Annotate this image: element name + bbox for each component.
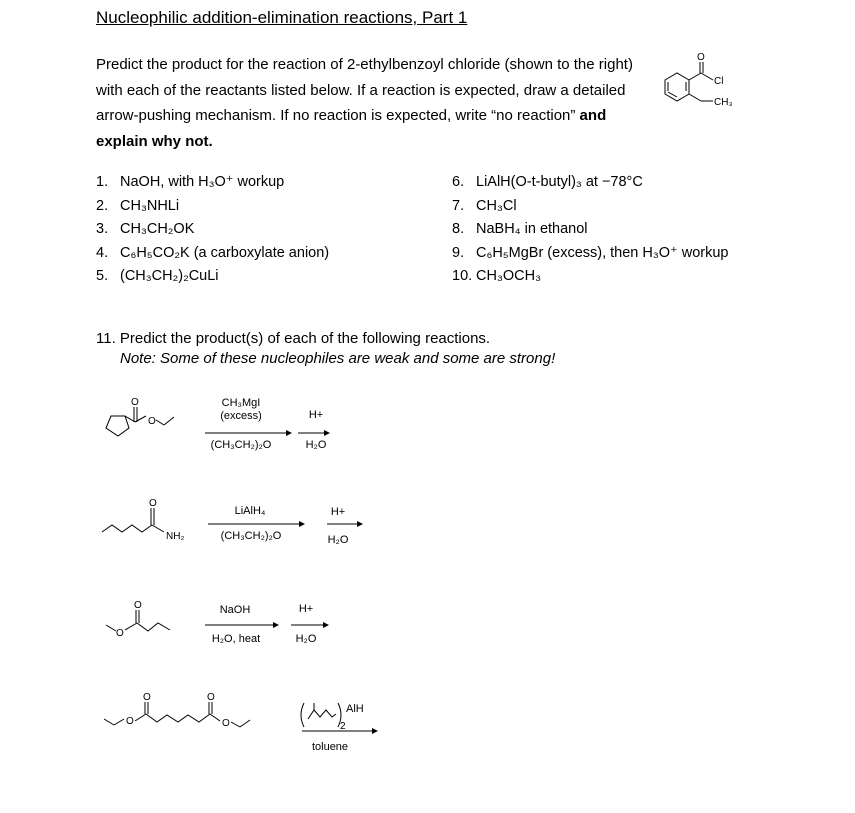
reaction-1-reagent-top: CH₃MgI <box>221 397 261 409</box>
reaction-2-reagent: LiAlH₄ <box>234 505 266 517</box>
svg-text:O: O <box>143 692 151 703</box>
chloride-label: Cl <box>714 76 724 87</box>
reaction-4-substrate <box>98 692 298 742</box>
reactant-list-right <box>452 171 728 289</box>
list-item: 5. (CH₃CH₂)₂CuLi <box>96 268 219 285</box>
reaction-2-solvent: (CH₃CH₂)₂O <box>220 530 282 542</box>
reaction-1-solvent: (CH₃CH₂)₂O <box>210 439 272 451</box>
reaction-1-acid: H+ <box>308 409 324 421</box>
reaction-4-solvent: toluene <box>311 741 349 753</box>
question-11-prompt: 11. Predict the product(s) of each of the following reactions. <box>96 330 491 347</box>
reaction-3-arrows <box>203 620 343 630</box>
reaction-3-acid: H+ <box>298 603 314 615</box>
reaction-1-water: H₂O <box>305 439 327 451</box>
reaction-3-water: H₂O <box>295 633 317 645</box>
svg-text:O: O <box>149 498 157 509</box>
list-item: 1. NaOH, with H₃O⁺ workup <box>96 174 285 190</box>
svg-text:O: O <box>126 716 134 727</box>
list-item: 6. LiAlH(O-t-butyl)₃ at −78°C <box>452 174 643 190</box>
list-item: 10. CH₃OCH₃ <box>452 268 541 285</box>
dibal-subscript: 2 <box>340 721 346 732</box>
svg-text:O: O <box>207 692 215 703</box>
list-item: 2. CH₃NHLi <box>96 197 180 214</box>
reaction-1-reagent-top-2: (excess) <box>220 410 262 422</box>
reaction-1-substrate <box>98 392 198 452</box>
methyl-label: CH₃ <box>714 97 733 108</box>
list-item: 3. CH₃CH₂OK <box>96 221 195 238</box>
svg-text:O: O <box>131 397 139 408</box>
reaction-3-reagent: NaOH <box>219 604 251 616</box>
list-item: 8. NaBH₄ in ethanol <box>452 221 588 238</box>
reactant-list-left <box>96 171 329 289</box>
intro-bold-text: and explain why not. <box>96 107 607 150</box>
list-item: 7. CH₃Cl <box>452 197 517 214</box>
reaction-2-arrows <box>205 519 375 529</box>
svg-text:O: O <box>134 600 142 611</box>
svg-text:O: O <box>222 718 230 729</box>
amine-label: NH₂ <box>166 531 185 542</box>
reaction-2-substrate <box>98 498 208 548</box>
reaction-4-arrow <box>300 726 390 736</box>
list-item: 4. C₆H₅CO₂K (a carboxylate anion) <box>96 244 330 261</box>
question-11 <box>96 329 555 369</box>
page-title: Nucleophilic addition-elimination reactions, Part 1 <box>96 8 468 27</box>
svg-text:O: O <box>148 416 156 427</box>
svg-text:O: O <box>116 628 124 639</box>
reaction-2-acid: H+ <box>330 506 346 518</box>
question-11-note: Note: Some of these nucleophiles are weak and some are strong! <box>120 350 556 367</box>
list-item: 9. C₆H₅MgBr (excess), then H₃O⁺ workup <box>452 244 729 261</box>
reaction-3-solvent: H₂O, heat <box>211 633 261 645</box>
intro-paragraph <box>96 52 656 154</box>
dibal-label: AlH <box>346 703 364 715</box>
carbonyl-oxygen-label: O <box>697 52 705 63</box>
ethylbenzoyl-chloride-structure <box>655 50 745 114</box>
reaction-1-arrows <box>200 428 340 438</box>
reaction-3-substrate <box>98 598 198 648</box>
reaction-2-water: H₂O <box>327 534 349 546</box>
intro-text: Predict the product for the reaction of 2-ethylbenzoyl chloride (shown to the right) with each of the reactants listed below. If a reaction is expected, draw a detailed arrow-pushing mechanism. If no reaction is expected, write “no reaction” <box>96 56 633 124</box>
